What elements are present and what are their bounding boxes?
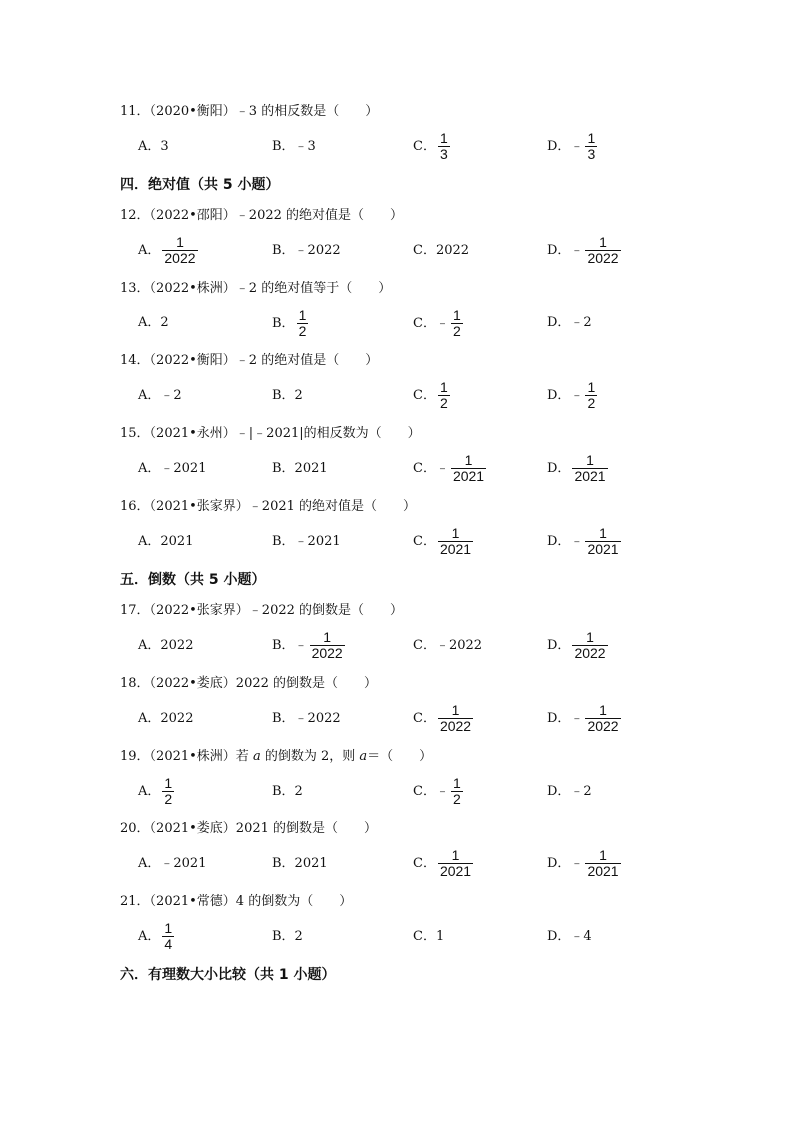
q15-option-a: A．﹣2021 (138, 461, 207, 476)
q14-option-c (413, 380, 450, 411)
denominator: 2 (587, 395, 596, 411)
q20-option-d-label: D．﹣ (547, 855, 584, 871)
denominator: 2022 (587, 718, 619, 734)
q14-option-c-fraction (438, 380, 450, 411)
q18-option-d-label: D．﹣ (547, 710, 584, 726)
q13-option-b (272, 308, 308, 339)
denominator: 2022 (439, 718, 472, 734)
q19-stem-part1: 19．（2021•株洲）若 (120, 749, 253, 764)
question-18-stem: 18．（2022•娄底）2022 的倒数是（ ） (120, 676, 378, 691)
numerator: 1 (439, 130, 448, 146)
q21-option-a-fraction (162, 921, 174, 952)
q19-variable-a-2: a (359, 749, 368, 764)
q19-option-c (413, 776, 463, 807)
q18-option-d-fraction (585, 703, 620, 734)
q14-option-d-label: D．﹣ (547, 387, 584, 403)
denominator: 2022 (587, 250, 619, 266)
q12-option-d-label: D．﹣ (547, 242, 584, 258)
q13-option-b-label: B． (272, 315, 295, 331)
q12-option-a (138, 235, 198, 266)
denominator: 2022 (164, 250, 196, 266)
denominator: 2021 (439, 541, 472, 557)
q19-option-c-fraction (451, 776, 463, 807)
q13-option-c-label: C．﹣ (413, 315, 449, 331)
q19-stem-part2: 的倒数为 2，则 (260, 749, 360, 764)
q16-option-b: B．﹣2021 (272, 534, 341, 549)
numerator: 1 (451, 525, 460, 541)
q16-option-d-fraction (585, 526, 620, 557)
numerator: 1 (599, 525, 607, 541)
q11-option-b: B．﹣3 (272, 139, 316, 154)
section-heading-absolute-value: 四．绝对值（共 5 小题） (120, 177, 280, 193)
q17-option-d (547, 630, 608, 661)
question-19-stem (120, 748, 432, 766)
q20-option-a: A．﹣2021 (138, 856, 207, 871)
question-14-stem: 14．（2022•衡阳）﹣2 的绝对值是（ ） (120, 353, 379, 368)
q11-option-c-label: C． (413, 138, 436, 154)
question-12-stem: 12．（2022•邵阳）﹣2022 的绝对值是（ ） (120, 208, 404, 223)
q18-option-c-fraction (438, 703, 473, 734)
numerator: 1 (452, 307, 461, 323)
q18-option-c-label: C． (413, 710, 436, 726)
denominator: 2 (452, 791, 461, 807)
numerator: 1 (599, 847, 607, 863)
q12-option-d-fraction (585, 235, 620, 266)
q21-option-c: C．1 (413, 929, 445, 944)
denominator: 4 (164, 936, 173, 952)
q11-option-d-label: D．﹣ (547, 138, 584, 154)
numerator: 1 (587, 130, 596, 146)
q19-option-a-fraction (162, 776, 174, 807)
denominator: 2022 (311, 645, 343, 661)
q15-option-d-fraction (572, 453, 607, 484)
q19-option-a-label: A． (138, 783, 161, 799)
q12-option-c: C．2022 (413, 243, 470, 258)
q19-variable-a: a (252, 749, 261, 764)
denominator: 2 (439, 395, 448, 411)
q12-option-d (547, 235, 621, 266)
q17-option-b-label: B．﹣ (272, 637, 308, 653)
denominator: 2 (164, 791, 173, 807)
numerator: 1 (587, 379, 596, 395)
q17-option-c: C．﹣2022 (413, 638, 483, 653)
q20-option-d (547, 848, 621, 879)
q16-option-a: A．2021 (138, 534, 194, 549)
q14-option-a: A．﹣2 (138, 388, 182, 403)
q16-option-c (413, 526, 473, 557)
q17-option-d-label: D． (547, 637, 571, 653)
denominator: 2021 (587, 541, 619, 557)
q13-option-a: A．2 (138, 315, 169, 330)
section-heading-rational-comparison: 六．有理数大小比较（共 1 小题） (120, 967, 336, 983)
numerator: 1 (452, 775, 461, 791)
q20-option-b: B．2021 (272, 856, 328, 871)
q18-option-d (547, 703, 621, 734)
q13-option-b-fraction (297, 308, 309, 339)
numerator: 1 (599, 702, 607, 718)
denominator: 2021 (439, 863, 472, 879)
q21-option-d: D．﹣4 (547, 929, 592, 944)
q20-option-c-fraction (438, 848, 473, 879)
q17-option-b-fraction (310, 630, 345, 661)
q12-option-a-label: A． (138, 242, 161, 258)
q19-stem-part3: ＝（ ） (367, 749, 433, 764)
q13-option-d: D．﹣2 (547, 315, 592, 330)
denominator: 3 (587, 146, 596, 162)
q14-option-d (547, 380, 597, 411)
question-21-stem: 21．（2021•常德）4 的倒数为（ ） (120, 894, 353, 909)
q11-option-d-fraction (585, 131, 597, 162)
q15-option-c-fraction (451, 453, 486, 484)
q19-option-c-label: C．﹣ (413, 783, 449, 799)
q19-option-b: B．2 (272, 784, 303, 799)
numerator: 1 (586, 452, 594, 468)
q11-option-c-fraction (438, 131, 450, 162)
numerator: 1 (451, 702, 460, 718)
q15-option-d-label: D． (547, 460, 571, 476)
q18-option-c (413, 703, 473, 734)
q19-option-d: D．﹣2 (547, 784, 592, 799)
numerator: 1 (176, 234, 184, 250)
q14-option-c-label: C． (413, 387, 436, 403)
numerator: 1 (323, 629, 332, 645)
question-15-stem: 15．（2021•永州）﹣|﹣2021|的相反数为（ ） (120, 426, 421, 441)
section-heading-reciprocal: 五．倒数（共 5 小题） (120, 572, 266, 588)
question-20-stem: 20．（2021•娄底）2021 的倒数是（ ） (120, 821, 378, 836)
q16-option-c-label: C． (413, 533, 436, 549)
q16-option-d (547, 526, 621, 557)
q16-option-d-label: D．﹣ (547, 533, 584, 549)
numerator: 1 (439, 379, 448, 395)
q18-option-b: B．﹣2022 (272, 711, 341, 726)
numerator: 1 (451, 847, 460, 863)
q17-option-b (272, 630, 345, 661)
denominator: 2022 (574, 645, 606, 661)
q17-option-d-fraction (572, 630, 607, 661)
q15-option-c (413, 453, 486, 484)
numerator: 1 (464, 452, 473, 468)
q21-option-a-label: A． (138, 928, 161, 944)
q12-option-a-fraction (162, 235, 197, 266)
q20-option-c (413, 848, 473, 879)
question-17-stem: 17．（2022•张家界）﹣2022 的倒数是（ ） (120, 603, 404, 618)
q13-option-c-fraction (451, 308, 463, 339)
q16-option-c-fraction (438, 526, 473, 557)
q15-option-b: B．2021 (272, 461, 328, 476)
denominator: 2021 (587, 863, 619, 879)
numerator: 1 (586, 629, 594, 645)
q20-option-d-fraction (585, 848, 620, 879)
q21-option-b: B．2 (272, 929, 303, 944)
numerator: 1 (164, 775, 173, 791)
numerator: 1 (599, 234, 607, 250)
q11-option-c (413, 131, 450, 162)
q19-option-a (138, 776, 174, 807)
denominator: 2 (452, 323, 461, 339)
numerator: 1 (298, 307, 307, 323)
question-13-stem: 13．（2022•株洲）﹣2 的绝对值等于（ ） (120, 281, 392, 296)
question-16-stem: 16．（2021•张家界）﹣2021 的绝对值是（ ） (120, 499, 417, 514)
denominator: 2 (298, 323, 307, 339)
q14-option-b: B．2 (272, 388, 303, 403)
question-11-stem: 11．（2020•衡阳）﹣3 的相反数是（ ） (120, 104, 379, 119)
q18-option-a: A．2022 (138, 711, 194, 726)
q21-option-a (138, 921, 174, 952)
q14-option-d-fraction (585, 380, 597, 411)
q17-option-a: A．2022 (138, 638, 194, 653)
q11-option-d (547, 131, 597, 162)
q15-option-d (547, 453, 608, 484)
denominator: 3 (439, 146, 448, 162)
denominator: 2021 (452, 468, 485, 484)
q15-option-c-label: C．﹣ (413, 460, 449, 476)
q20-option-c-label: C． (413, 855, 436, 871)
q12-option-b: B．﹣2022 (272, 243, 341, 258)
q13-option-c (413, 308, 463, 339)
q11-option-a: A．3 (138, 139, 169, 154)
denominator: 2021 (574, 468, 606, 484)
numerator: 1 (164, 920, 173, 936)
